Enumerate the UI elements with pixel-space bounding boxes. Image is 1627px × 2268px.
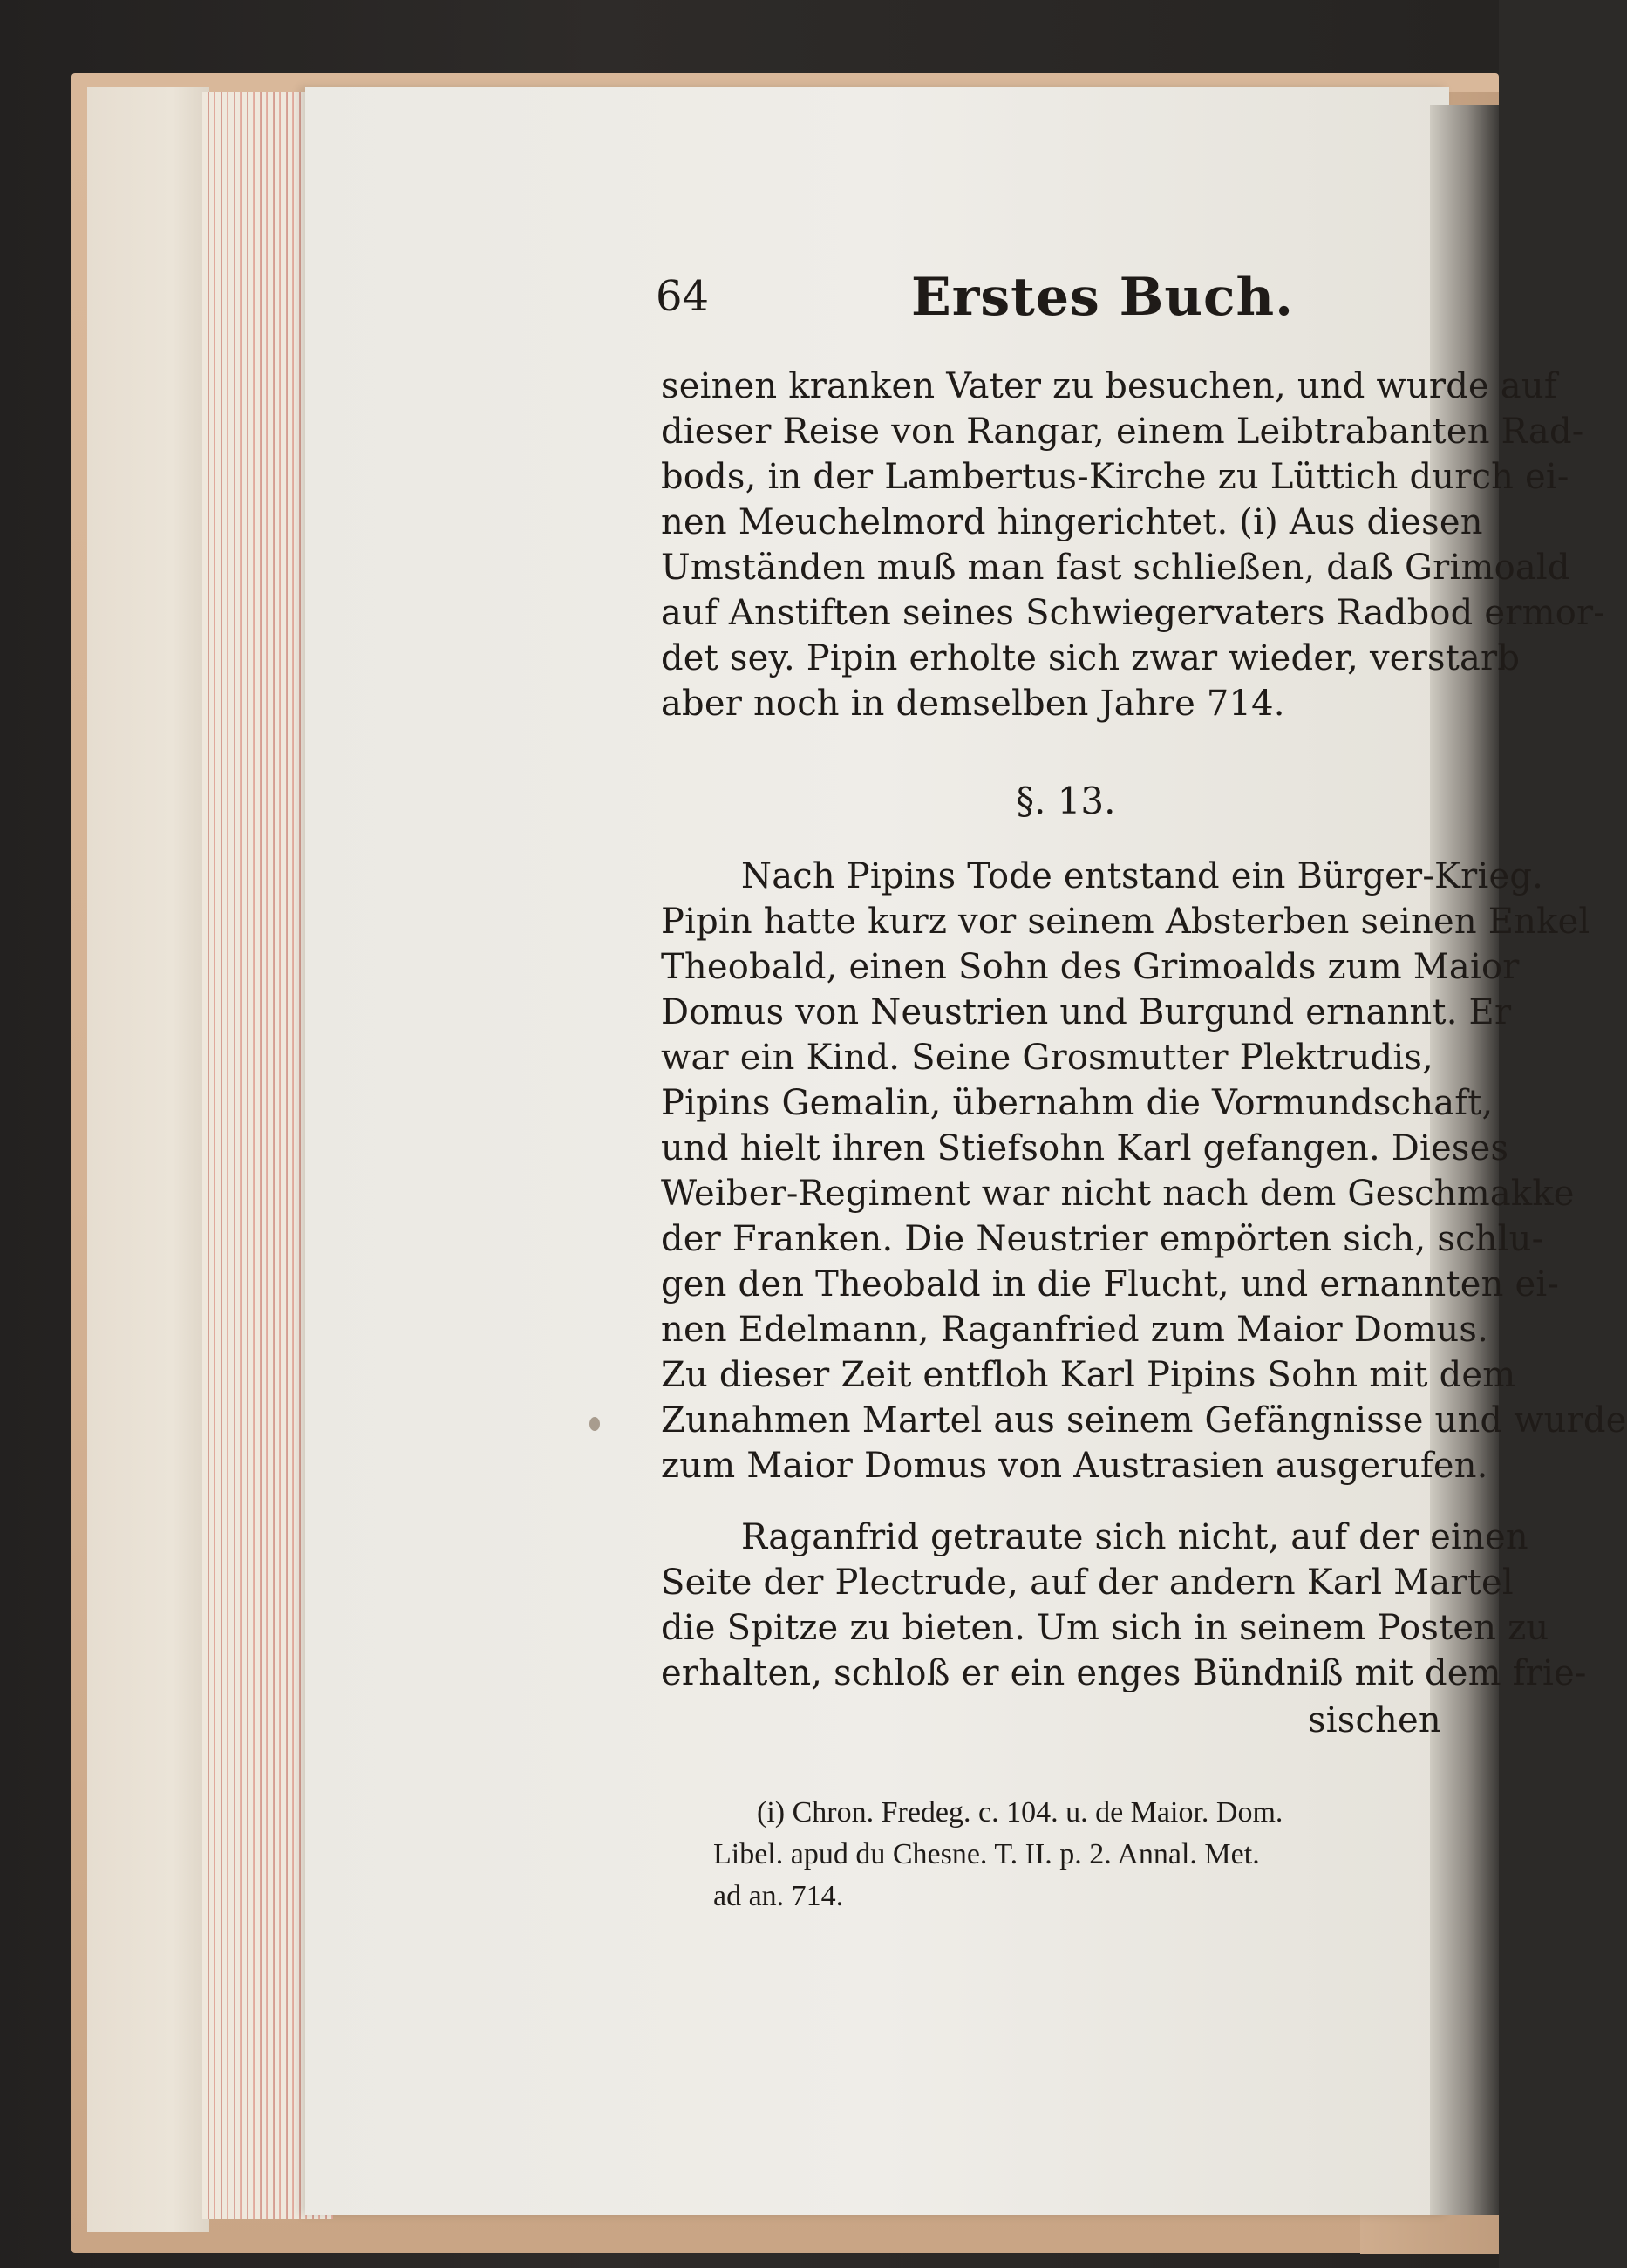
text-line: auf Anstiften seines Schwiegervaters Radbod ermor- <box>661 593 1606 633</box>
footnote-line: (i) Chron. Fredeg. c. 104. u. de Maior. Dom. <box>757 1796 1283 1829</box>
footnote-line: ad an. 714. <box>713 1880 844 1912</box>
catchword: sischen <box>1308 1700 1441 1740</box>
text-line: Pipin hatte kurz vor seinem Absterben seinen Enkel <box>661 902 1590 942</box>
text-line: und hielt ihren Stiefsohn Karl gefangen. Dieses <box>661 1128 1509 1168</box>
text-line: gen den Theobald in die Flucht, und ernannten ei- <box>661 1264 1560 1304</box>
text-line: Raganfrid getraute sich nicht, auf der einen <box>741 1517 1528 1557</box>
text-line: nen Edelmann, Raganfried zum Maior Domus. <box>661 1310 1489 1350</box>
text-line: seinen kranken Vater zu besuchen, und wurde auf <box>661 366 1557 406</box>
paper-stain <box>589 1417 600 1431</box>
text-line: Zu dieser Zeit entfloh Karl Pipins Sohn mit dem <box>661 1355 1516 1395</box>
text-line: aber noch in demselben Jahre 714. <box>661 684 1285 724</box>
text-line: Zunahmen Martel aus seinem Gefängnisse und wurde <box>661 1400 1627 1440</box>
text-line: Umständen muß man fast schließen, daß Grimoald <box>661 548 1570 588</box>
section-heading: §. 13. <box>1016 780 1116 822</box>
text-line: erhalten, schloß er ein enges Bündniß mit dem frie- <box>661 1653 1587 1693</box>
text-line: Weiber-Regiment war nicht nach dem Geschmakke <box>661 1174 1575 1214</box>
text-line: Seite der Plectrude, auf der andern Karl Martel <box>661 1563 1514 1603</box>
text-line: Nach Pipins Tode entstand ein Bürger-Krieg. <box>741 856 1544 896</box>
running-title: Erstes Buch. <box>911 267 1295 328</box>
text-line: der Franken. Die Neustrier empörten sich, schlu- <box>661 1219 1544 1259</box>
footnote-line: Libel. apud du Chesne. T. II. p. 2. Annal. Met. <box>713 1838 1260 1870</box>
inner-cover-margin <box>87 87 209 2232</box>
text-line: Theobald, einen Sohn des Grimoalds zum Maior <box>661 947 1520 987</box>
text-line: die Spitze zu bieten. Um sich in seinem Posten zu <box>661 1608 1549 1648</box>
text-line: war ein Kind. Seine Grosmutter Plektrudis, <box>661 1038 1433 1078</box>
text-line: bods, in der Lambertus-Kirche zu Lüttich durch ei- <box>661 457 1569 497</box>
text-line: dieser Reise von Rangar, einem Leibtrabanten Rad- <box>661 412 1584 452</box>
text-line: Pipins Gemalin, übernahm die Vormundschaft, <box>661 1083 1494 1123</box>
text-line: zum Maior Domus von Austrasien ausgerufen. <box>661 1446 1488 1486</box>
page-number: 64 <box>656 272 710 321</box>
text-line: det sey. Pipin erholte sich zwar wieder, verstarb <box>661 638 1521 678</box>
text-line: Domus von Neustrien und Burgund ernannt. Er <box>661 992 1512 1032</box>
text-line: nen Meuchelmord hingerichtet. (i) Aus diesen <box>661 502 1483 542</box>
